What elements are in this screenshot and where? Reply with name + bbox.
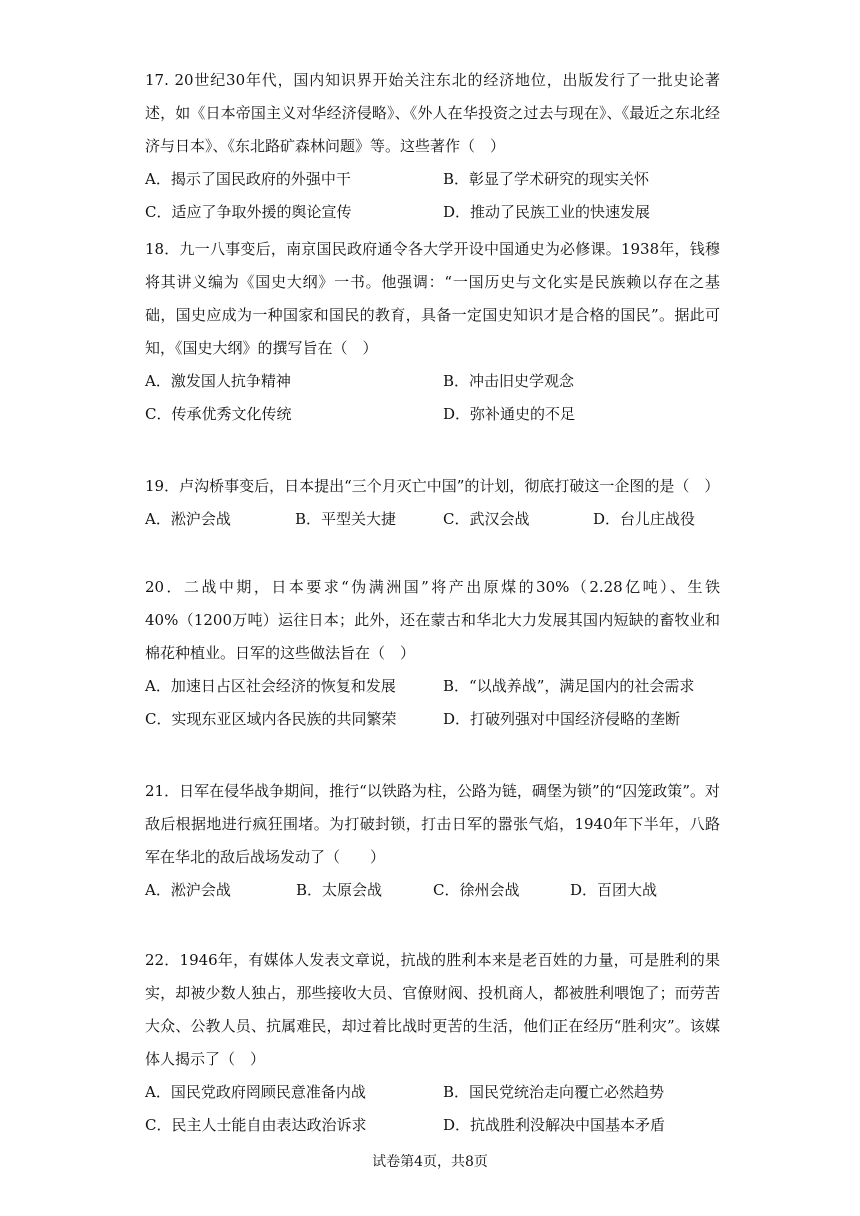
- option-d[interactable]: D．台儿庄战役: [593, 510, 696, 528]
- option-b[interactable]: B．太原会战: [296, 881, 383, 899]
- options: [145, 365, 720, 431]
- option-a[interactable]: A．淞沪会战: [145, 881, 231, 899]
- options: [145, 1076, 720, 1142]
- question-stem: 18．九一八事变后，南京国民政府通令各大学开设中国通史为必修课。1938年，钱穆将其讲义编为《国史大纲》一书。他强调：“一国历史与文化实是民族赖以存在之基础，国史应成为一种国家和国民的教育，具备一定国史知识才是合格的国民”。据此可知，《国史大纲》的撰写旨在（ ）: [145, 240, 720, 357]
- question-stem: 20．二战中期，日本要求“伪满洲国”将产出原煤的30%（2.28亿吨）、生铁40%（1200万吨）运往日本；此外，还在蒙古和华北大力发展其国内短缺的畜牧业和棉花种植业。日军的这些做法旨在（ ）: [145, 578, 720, 662]
- option-d[interactable]: D．推动了民族工业的快速发展: [443, 203, 651, 221]
- option-d[interactable]: D．打破列强对中国经济侵略的垄断: [443, 710, 681, 728]
- question-21: [145, 775, 720, 907]
- option-b[interactable]: B．国民党统治走向覆亡必然趋势: [443, 1083, 665, 1101]
- option-c[interactable]: C．徐州会战: [433, 881, 520, 899]
- question-17: [145, 64, 720, 229]
- options: [145, 163, 720, 229]
- option-c[interactable]: C．适应了争取外援的舆论宣传: [145, 203, 352, 221]
- option-b[interactable]: B．冲击旧史学观念: [443, 372, 575, 390]
- option-b[interactable]: B．彰显了学术研究的现实关怀: [443, 170, 650, 188]
- option-a[interactable]: A．加速日占区社会经济的恢复和发展: [145, 677, 396, 695]
- question-20: [145, 571, 720, 736]
- question-stem: 17. 20世纪30年代，国内知识界开始关注东北的经济地位，出版发行了一批史论著述，如《日本帝国主义对华经济侵略》、《外人在华投资之过去与现在》、《最近之东北经济与日本》、《东北路矿森林问题》等。这些著作（ ）: [145, 71, 720, 155]
- option-d[interactable]: D．弥补通史的不足: [443, 405, 576, 423]
- option-a[interactable]: A．激发国人抗争精神: [145, 372, 291, 390]
- option-a[interactable]: A．淞沪会战: [145, 510, 231, 528]
- question-18: [145, 233, 720, 431]
- options: [145, 670, 720, 736]
- option-d[interactable]: D．抗战胜利没解决中国基本矛盾: [443, 1116, 666, 1134]
- option-c[interactable]: C．传承优秀文化传统: [145, 405, 292, 423]
- option-d[interactable]: D．百团大战: [570, 881, 658, 899]
- option-c[interactable]: C．武汉会战: [443, 510, 530, 528]
- question-stem: 21．日军在侵华战争期间，推行“以铁路为柱，公路为链，碉堡为锁”的“囚笼政策”。对敌后根据地进行疯狂围堵。为打破封锁，打击日军的嚣张气焰，1940年下半年，八路军在华北的敌后战场发动了（ ）: [145, 782, 720, 866]
- option-c[interactable]: C．民主人士能自由表达政治诉求: [145, 1116, 367, 1134]
- option-a[interactable]: A．揭示了国民政府的外强中干: [145, 170, 351, 188]
- option-c[interactable]: C．实现东亚区域内各民族的共同繁荣: [145, 710, 397, 728]
- question-stem: 22．1946年，有媒体人发表文章说，抗战的胜利本来是老百姓的力量，可是胜利的果实，却被少数人独占，那些接收大员、官僚财阀、投机商人，都被胜利喂饱了；而劳苦大众、公教人员、抗属难民，却过着比战时更苦的生活，他们正在经历“胜利灾”。该媒体人揭示了（ ）: [145, 951, 720, 1068]
- question-22: [145, 944, 720, 1142]
- question-stem: 19．卢沟桥事变后，日本提出“三个月灭亡中国”的计划，彻底打破这一企图的是（ ）: [145, 477, 720, 495]
- question-19: [145, 470, 720, 536]
- option-a[interactable]: A．国民党政府罔顾民意准备内战: [145, 1083, 366, 1101]
- option-b[interactable]: B．“以战养战”，满足国内的社会需求: [443, 677, 695, 695]
- page-footer: 试卷第4页，共8页: [372, 1154, 488, 1170]
- options: [145, 874, 720, 907]
- option-b[interactable]: B．平型关大捷: [295, 510, 397, 528]
- options: [145, 503, 720, 536]
